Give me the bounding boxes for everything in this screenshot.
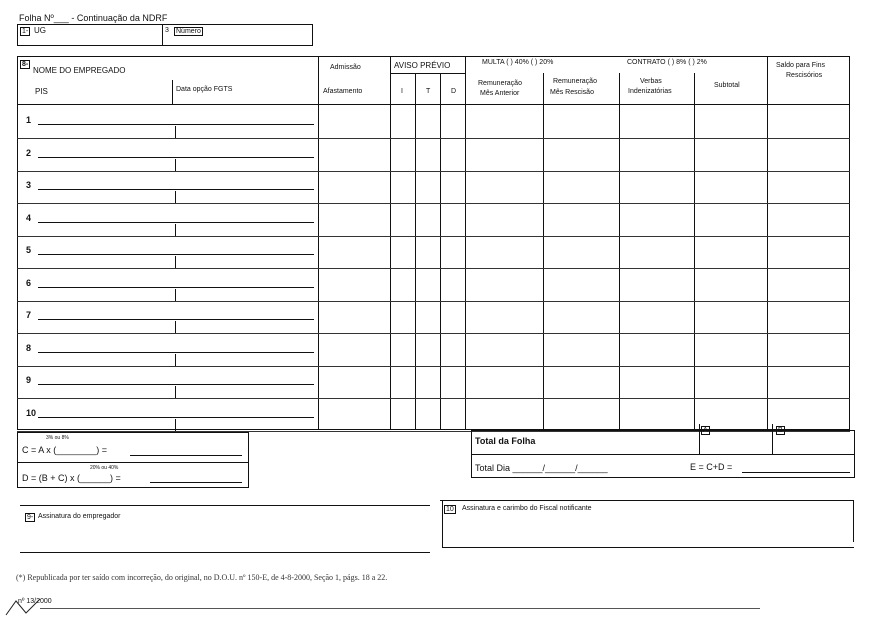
pis-date-divider bbox=[175, 321, 176, 333]
empregador-signature-label: Assinatura do empregador bbox=[38, 513, 121, 520]
verbas-1: Verbas bbox=[640, 78, 662, 85]
col-sep-verbas bbox=[619, 73, 620, 430]
saldo-1: Saldo para Fins bbox=[776, 62, 826, 69]
employee-name-field[interactable] bbox=[38, 384, 314, 385]
row-number: 2 bbox=[26, 147, 32, 158]
employee-name-field[interactable] bbox=[38, 157, 314, 158]
row-number: 1 bbox=[26, 115, 32, 125]
pis-date-divider bbox=[175, 191, 176, 203]
pis-date-divider bbox=[175, 419, 176, 431]
total-dia-label: Total Dia ______/______/______ bbox=[475, 463, 608, 473]
contrato-header: CONTRATO ( ) 8% ( ) 2% bbox=[627, 59, 707, 66]
employee-name-field[interactable] bbox=[38, 189, 314, 190]
employee-name-field[interactable] bbox=[38, 287, 314, 288]
col-sep-aviso-d bbox=[440, 73, 441, 430]
table-row bbox=[17, 301, 850, 302]
numero-number: 3 bbox=[165, 27, 169, 34]
fiscal-sign-line bbox=[442, 547, 854, 548]
table-row bbox=[17, 268, 850, 269]
aviso-subrule bbox=[390, 73, 465, 74]
a-divider bbox=[699, 424, 700, 454]
totals-divider bbox=[471, 454, 855, 455]
row-number: 3 bbox=[26, 180, 32, 190]
verbas-2: Indenizatórias bbox=[628, 88, 672, 95]
row-number: 5 bbox=[26, 245, 32, 255]
ug-label: UG bbox=[34, 26, 46, 35]
aviso-t: T bbox=[426, 88, 431, 95]
b-label: B bbox=[778, 427, 783, 434]
pis-date-divider bbox=[175, 386, 176, 398]
row-number: 8 bbox=[26, 342, 32, 353]
table-row bbox=[17, 398, 850, 399]
pis-date-divider bbox=[175, 159, 176, 171]
table-header-rule bbox=[17, 104, 850, 105]
afastamento-header: Afastamento bbox=[323, 88, 363, 95]
col-sep-aviso bbox=[390, 56, 391, 430]
b-divider bbox=[772, 424, 773, 454]
employee-name-field[interactable] bbox=[38, 319, 314, 320]
empregador-sign-line bbox=[20, 552, 430, 553]
fiscal-left-rule bbox=[442, 500, 443, 548]
col-sep-aviso-t bbox=[415, 73, 416, 430]
c-note: 3% ou 8% bbox=[46, 435, 69, 441]
employee-name-field[interactable] bbox=[38, 417, 314, 418]
subtotal-header: Subtotal bbox=[714, 82, 740, 89]
pis-header: PIS bbox=[35, 87, 48, 96]
aviso-header: AVISO PRÉVIO bbox=[394, 61, 451, 70]
a-label: A bbox=[703, 427, 708, 434]
employee-name-field[interactable] bbox=[38, 124, 314, 125]
fiscal-number: 10 bbox=[446, 506, 454, 513]
col-sep-rescisao bbox=[543, 73, 544, 430]
col-sep-admissao bbox=[318, 56, 319, 430]
d-note: 20% ou 40% bbox=[90, 465, 119, 471]
d-result-line bbox=[150, 482, 242, 483]
row-number: 7 bbox=[26, 310, 32, 320]
footer-code: nº 13/2000 bbox=[18, 598, 52, 605]
data-opcao-header: Data opção FGTS bbox=[176, 86, 233, 93]
rem-anterior-2: Mês Anterior bbox=[480, 90, 520, 97]
table-row bbox=[17, 138, 850, 139]
empregador-number: 9- bbox=[27, 514, 34, 521]
fiscal-top-rule bbox=[440, 500, 854, 501]
numero-label: Número bbox=[176, 28, 201, 35]
multa-header: MULTA ( ) 40% ( ) 20% bbox=[482, 59, 554, 66]
pis-date-divider bbox=[175, 224, 176, 236]
row-number: 6 bbox=[26, 277, 32, 288]
col-sep-subtotal bbox=[694, 73, 695, 430]
nome-header: NOME DO EMPREGADO bbox=[33, 66, 126, 75]
c-result-line bbox=[130, 455, 242, 456]
section-number: 8- bbox=[22, 61, 29, 68]
pis-date-divider bbox=[175, 289, 176, 301]
table-row bbox=[17, 333, 850, 334]
col-sep-saldo bbox=[767, 56, 768, 430]
empregador-top-rule bbox=[20, 505, 430, 506]
table-row bbox=[17, 236, 850, 237]
table-row bbox=[17, 203, 850, 204]
employee-name-field[interactable] bbox=[38, 254, 314, 255]
pis-date-divider bbox=[175, 354, 176, 366]
c-formula: C = A x (________) = bbox=[22, 445, 108, 455]
employee-name-field[interactable] bbox=[38, 222, 314, 223]
total-folha-label: Total da Folha bbox=[475, 436, 536, 446]
fiscal-signature-label: Assinatura e carimbo do Fiscal notificante bbox=[462, 505, 592, 512]
fiscal-right-rule bbox=[853, 500, 854, 542]
rem-anterior-1: Remuneração bbox=[478, 80, 522, 87]
col-sep-pis bbox=[172, 80, 173, 104]
formula-divider bbox=[17, 462, 249, 463]
aviso-i: I bbox=[401, 88, 403, 95]
col-sep-remun bbox=[465, 56, 466, 430]
pis-date-divider bbox=[175, 126, 176, 138]
folha-title: Folha Nº___ - Continuação da NDRF bbox=[19, 13, 168, 23]
employee-name-field[interactable] bbox=[38, 352, 314, 353]
footer-rule bbox=[40, 608, 760, 609]
rem-rescisao-1: Remuneração bbox=[553, 78, 597, 85]
row-number: 10 bbox=[26, 407, 37, 418]
table-row bbox=[17, 171, 850, 172]
ug-number: 1- bbox=[22, 28, 29, 35]
e-formula: E = C+D = bbox=[690, 462, 733, 472]
row-number: 9 bbox=[26, 375, 32, 385]
admissao-header: Admissão bbox=[330, 64, 361, 71]
employee-table bbox=[17, 56, 850, 430]
d-formula: D = (B + C) x (______) = bbox=[22, 473, 121, 483]
republication-note: (*) Republicada por ter saído com incorreção, do original, no D.O.U. nº 150-E, de 4-8-2000, Seção 1, págs. 18 a 22. bbox=[16, 573, 388, 582]
corner-mark-icon bbox=[4, 595, 44, 619]
aviso-d: D bbox=[451, 88, 457, 95]
e-result-line bbox=[742, 472, 850, 473]
table-row bbox=[17, 366, 850, 367]
rem-rescisao-2: Mês Rescisão bbox=[550, 89, 594, 96]
header-divider bbox=[162, 24, 163, 46]
pis-date-divider bbox=[175, 256, 176, 268]
saldo-2: Rescisórios bbox=[786, 72, 823, 79]
row-number: 4 bbox=[26, 212, 32, 223]
